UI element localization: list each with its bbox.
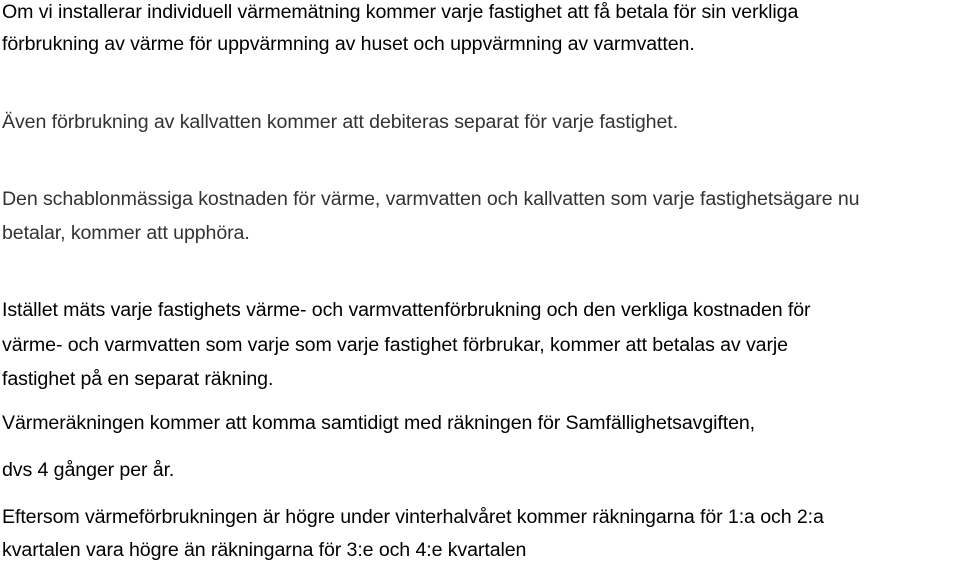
paragraph-4-line-2: värme- och varmvatten som varje som varje fastighet förbrukar, kommer att betalas av varje (2, 334, 788, 356)
paragraph-3-line-2: betalar, kommer att upphöra. (2, 222, 250, 244)
paragraph-4-line-1: Istället mäts varje fastighets värme- och varmvattenförbrukning och den verkliga kostnaden för (2, 299, 811, 321)
paragraph-2-line-1: Även förbrukning av kallvatten kommer att debiteras separat för varje fastighet. (2, 111, 678, 133)
paragraph-4-line-3: fastighet på en separat räkning. (2, 368, 274, 390)
paragraph-1-line-1: Om vi installerar individuell värmemätning kommer varje fastighet att få betala för sin verkliga (2, 1, 799, 23)
paragraph-7-line-2: kvartalen vara högre än räkningarna för 3:e och 4:e kvartalen (2, 539, 527, 561)
paragraph-7-line-1: Eftersom värmeförbrukningen är högre under vinterhalvåret kommer räkningarna för 1:a och 2:a (2, 506, 824, 528)
paragraph-3-line-1: Den schablonmässiga kostnaden för värme, varmvatten och kallvatten som varje fastighetsägare nu (2, 188, 860, 210)
paragraph-5-line-1: Värmeräkningen kommer att komma samtidigt med räkningen för Samfällighetsavgiften, (2, 412, 756, 434)
paragraph-1-line-2: förbrukning av värme för uppvärmning av huset och uppvärmning av varmvatten. (2, 33, 695, 55)
paragraph-6-line-1: dvs 4 gånger per år. (2, 459, 175, 481)
